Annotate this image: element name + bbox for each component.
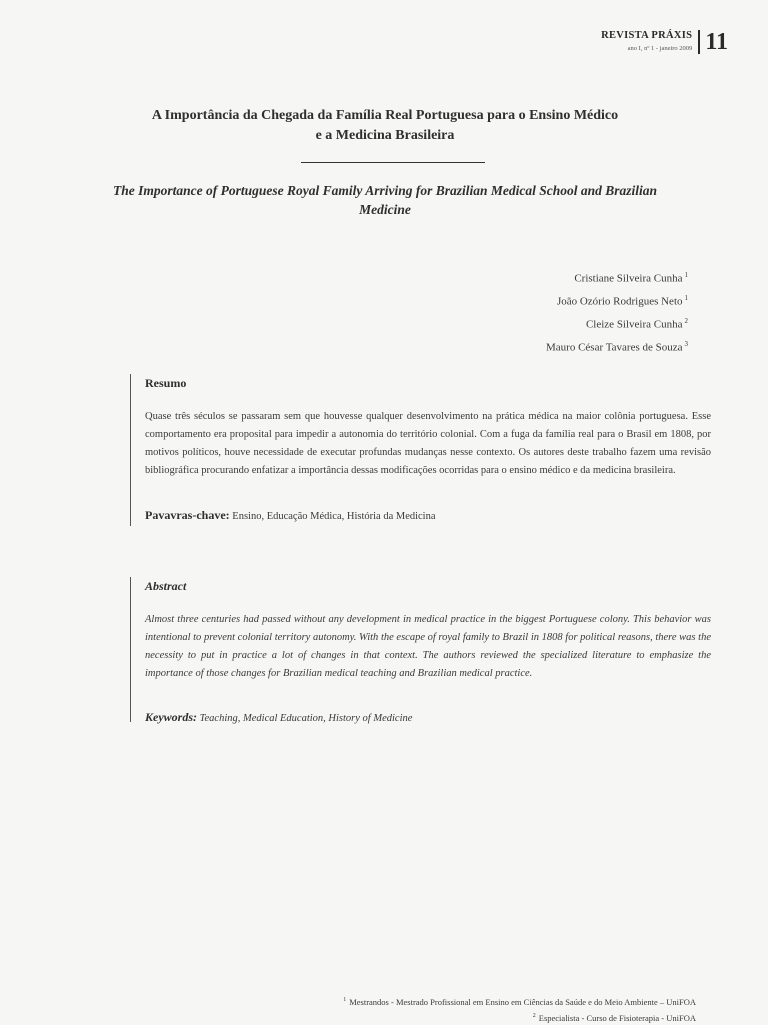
page-number: 11: [705, 29, 728, 55]
author-affiliation: 1: [684, 271, 688, 279]
title-en-line1: The Importance of Portuguese Royal Family Arriving for Brazilian Medical School and Brazilian: [112, 183, 658, 198]
journal-name: REVISTA PRÁXIS: [601, 30, 693, 41]
resumo-section: [130, 374, 711, 526]
footnotes: [343, 993, 696, 1025]
header-divider: [698, 30, 700, 54]
footnote-text: Especialista - Curso de Fisioterapia - UniFOA: [538, 1012, 696, 1023]
abstract-text: Almost three centuries had passed without any development in medical practice in the biggest Portuguese colony. This behavior was intentional to prevent colonial territory autonomy. With the escape of royal family to Brazil in 1808 for political reasons, there was the necessity to put in practice a lot of changes in that context. The authors reviewed the specialized literature to emphasize the importance of those changes for Brazilian medical teaching and Brazilian medical practice.: [145, 614, 711, 679]
footnote-number: 1: [343, 997, 347, 1003]
footnote: [343, 1009, 696, 1025]
title-pt-line1: A Importância da Chegada da Família Real Portuguesa para o Ensino Médico: [151, 108, 619, 123]
abstract-keywords-label: Keywords:: [145, 710, 197, 724]
title-en-line2: Medicine: [359, 202, 411, 217]
resumo-keywords-label: Pavavras-chave:: [145, 508, 230, 522]
title-english: [60, 181, 710, 219]
resumo-keywords: [145, 508, 436, 523]
resumo-heading: Resumo: [145, 376, 187, 390]
author-affiliation: 2: [684, 317, 688, 326]
footnote-text: Mestrandos - Mestrado Profissional em Ensino em Ciências da Saúde e do Meio Ambiente – UniFOA: [349, 996, 696, 1007]
author-affiliation: 1: [684, 294, 688, 303]
abstract-heading: Abstract: [145, 579, 187, 593]
title-portuguese: [60, 106, 710, 146]
author-name: Cleize Silveira Cunha: [585, 318, 683, 331]
author: [546, 312, 688, 335]
author-name: João Ozório Rodrigues Neto: [556, 295, 683, 308]
abstract-section: [130, 577, 711, 722]
abstract-keywords-text: Teaching, Medical Education, History of Medicine: [199, 713, 413, 724]
issue-info: ano I, nº 1 - janeiro 2009: [627, 45, 693, 52]
journal-info: [601, 30, 698, 54]
resumo-text: Quase três séculos se passaram sem que houvesse qualquer desenvolvimento na prática médica na maior colônia portuguesa. Esse comportamento era proposital para impedir a autonomia do território colonial. Com a fuga da família real para o Brasil em 1808, por motivos políticos, houve necessidade de executar profundas mudanças nesse contexto. Os autores deste trabalho fazem uma revisão bibliográfica procurando enfatizar a importância dessas modificações ocorridas para o ensino médico e da medicina brasileira.: [145, 411, 711, 476]
title-pt-line2: e a Medicina Brasileira: [315, 128, 455, 143]
title-divider: [301, 162, 485, 163]
author-list: [546, 266, 688, 359]
author-name: Mauro César Tavares de Souza: [546, 342, 683, 355]
footnote-number: 2: [532, 1012, 536, 1019]
abstract-keywords: [145, 710, 412, 725]
author: [546, 266, 688, 289]
author-affiliation: 3: [684, 340, 688, 349]
author: [546, 289, 688, 312]
running-header: [601, 30, 728, 54]
footnote: [343, 993, 696, 1009]
resumo-keywords-text: Ensino, Educação Médica, História da Medicina: [232, 511, 436, 522]
author-name: Cristiane Silveira Cunha: [574, 272, 683, 285]
author: [546, 335, 688, 358]
